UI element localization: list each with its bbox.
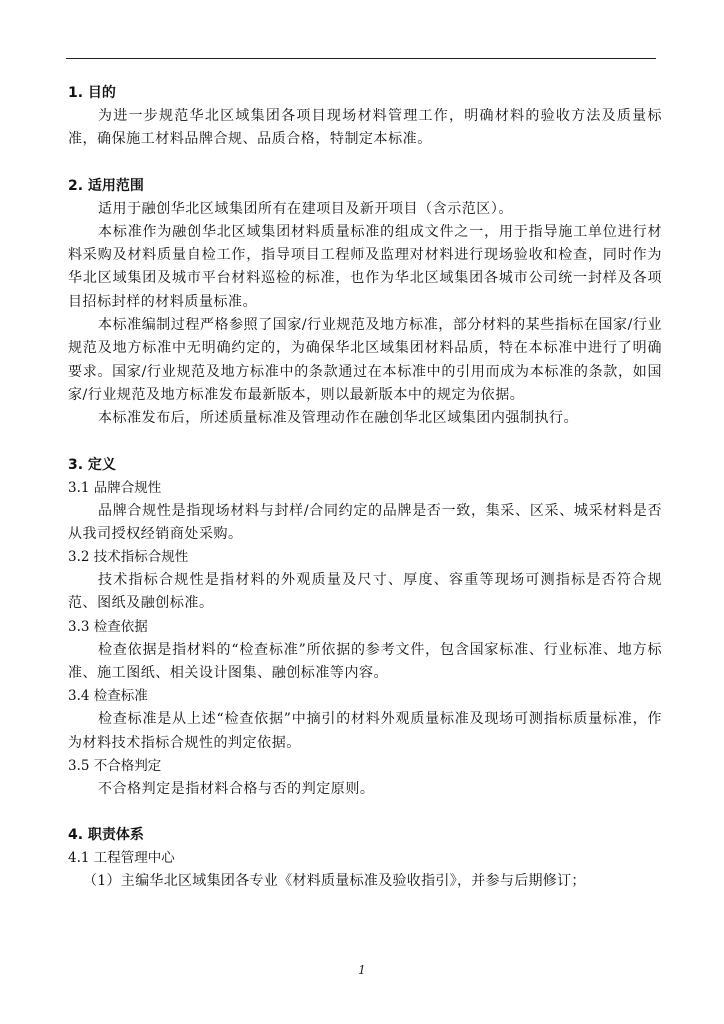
subsection-3-1-text: 品牌合规性是指现场材料与封样/合同约定的品牌是否一致，集采、区采、城采材料是否从我司授权经销商处采购。	[68, 502, 662, 542]
subsection-4-1-title: 4.1 工程管理中心	[68, 850, 175, 867]
subsection-3-5-title: 3.5 不合格判定	[68, 757, 162, 774]
page-number: 1	[358, 963, 366, 977]
subsection-3-1-title: 3.1 品牌合规性	[68, 479, 162, 496]
subsection-3-2-title: 3.2 技术指标合规性	[68, 549, 189, 566]
header-rule	[66, 58, 656, 59]
subsection-3-4-text: 检查标准是从上述“检查依据”中摘引的材料外观质量标准及现场可测指标质量标准，作为材料技术指标合规性的判定依据。	[68, 711, 662, 751]
subsection-3-3-title: 3.3 检查依据	[68, 618, 148, 635]
section-2-paragraph-3: 本标准编制过程严格参照了国家/行业规范及地方标准，部分材料的某些指标在国家/行业规范及地方标准中无明确约定的，为确保华北区域集团材料品质，特在本标准中进行了明确要求。国家/行业规范及地方标准中的条款通过在本标准中的引用而成为本标准的条款，如国家/行业规范及地方标准发布最新版本，则以最新版本中的规定为依据。	[68, 317, 662, 403]
section-2-paragraph-2: 本标准作为融创华北区域集团材料质量标准的组成文件之一，用于指导施工单位进行材料采购及材料质量自检工作，指导项目工程师及监理对材料进行现场验收和检查，同时作为华北区域集团及城市平台材料巡检的标准，也作为华北区域集团各城市公司统一封样及各项目招标封样的材料质量标准。	[68, 223, 662, 310]
section-1-title: 1. 目的	[68, 85, 116, 101]
section-2-title: 2. 适用范围	[68, 177, 144, 194]
subsection-3-5-text: 不合格判定是指材料合格与否的判定原则。	[98, 780, 375, 797]
subsection-3-2-text: 技术指标合规性是指材料的外观质量及尺寸、厚度、容重等现场可测指标是否符合规范、图纸及融创标准。	[68, 572, 662, 612]
responsibility-item-1: （1）主编华北区域集团各专业《材料质量标准及验收指引》，并参与后期修订；	[83, 873, 586, 890]
section-2-paragraph-4: 本标准发布后，所述质量标准及管理动作在融创华北区域集团内强制执行。	[98, 410, 579, 427]
section-4-title: 4. 职责体系	[68, 827, 144, 844]
subsection-3-4-title: 3.4 检查标准	[68, 688, 148, 705]
section-2-paragraph-1: 适用于融创华北区域集团所有在建项目及新开项目（含示范区）。	[98, 200, 513, 217]
section-3-title: 3. 定义	[68, 456, 116, 473]
document-body	[68, 82, 662, 893]
section-1-paragraph: 为进一步规范华北区域集团各项目现场材料管理工作，明确材料的验收方法及质量标准，确保施工材料品牌合规、品质合格，特制定本标准。	[68, 108, 662, 148]
subsection-3-3-text: 检查依据是指材料的“检查标准”所依据的参考文件，包含国家标准、行业标准、地方标准、施工图纸、相关设计图集、融创标准等内容。	[68, 641, 662, 682]
